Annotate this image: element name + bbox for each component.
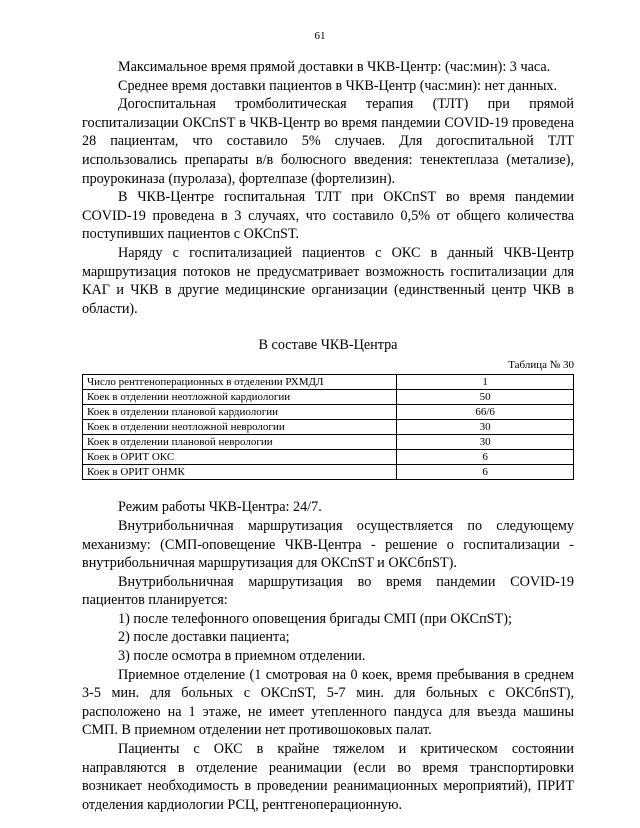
table-cell-value: 30 (397, 420, 574, 435)
paragraph-routing-covid: Внутрибольничная маршрутизация во время пандемии COVID-19 пациентов планируется: (82, 573, 574, 609)
table-cell-name: Коек в отделении неотложной кардиологии (83, 390, 397, 405)
paragraph-prehospital-tlt: Догоспитальная тромболитическая терапия (ТЛТ) при прямой госпитализации ОКСпST в ЧКВ-Центр во время пандемии COVID-19 проведена 28 пациентам, что составило 5% случаев. Для догоспитальной ТЛТ использовались препараты в/в болюсного введения: тенектеплаза (метализе), проурокиназа (пуролаза), фортелпазе (фортелизин). (82, 96, 574, 187)
table-row (83, 450, 574, 465)
page-number: 61 (314, 30, 326, 42)
paragraph-routing-mechanism: Внутрибольничная маршрутизация осуществляется по следующему механизму: (СМП-оповещение ЧКВ-Центра - решение о госпитализации - внутрибольничная маршрутизация для ОКСпST и ОКСбпST). (82, 517, 574, 572)
table-cell-name: Коек в отделении плановой неврологии (83, 435, 397, 450)
paragraph-routing: Наряду с госпитализацией пациентов с ОКС в данный ЧКВ-Центр маршрутизация потоков не предусматривает возможность госпитализации для КАГ и ЧКВ в другие медицинские организации (единственный центр ЧКВ в области). (82, 244, 574, 317)
table-cell-name: Коек в отделении плановой кардиологии (83, 405, 397, 420)
list-item: 3) после осмотра в приемном отделении. (118, 648, 366, 665)
list-item: 2) после доставки пациента; (118, 629, 290, 646)
table-cell-value: 30 (397, 435, 574, 450)
paragraph-hospital-tlt: В ЧКВ-Центре госпитальная ТЛТ при ОКСпST во время пандемии COVID-19 проведена в 3 случаях, что составило 0,5% от общего количества поступивших пациентов с ОКСпST. (82, 189, 574, 243)
list-item: 1) после телефонного оповещения бригады СМП (при ОКСпST); (118, 610, 512, 627)
paragraph-work-mode: Режим работы ЧКВ-Центра: 24/7. (118, 499, 322, 516)
table-cell-value: 6 (397, 450, 574, 465)
paragraph-admission-department: Приемное отделение (1 смотровая на 0 коек, время пребывания в среднем 3-5 мин. для больных с ОКСпST, 5-7 мин. для больных с ОКСбпST), расположено на 1 этаже, не имеет утепленного пандуса для въезда машины СМП. В приемном отделении нет противошоковых палат. (82, 666, 574, 739)
table-cell-value: 1 (397, 375, 574, 390)
paragraph-avg-delivery-time: Среднее время доставки пациентов в ЧКВ-Центр (час:мин): нет данных. (118, 77, 557, 94)
table-row (83, 420, 574, 435)
table-cell-name: Коек в отделении неотложной неврологии (83, 420, 397, 435)
table-cell-value: 66/6 (397, 405, 574, 420)
document-body (82, 58, 574, 814)
table-number: Таблица № 30 (508, 359, 574, 372)
table-row (83, 375, 574, 390)
paragraph-max-delivery-time: Максимальное время прямой доставки в ЧКВ-Центр: (час:мин): 3 часа. (118, 59, 551, 75)
paragraph-critical-patients: Пациенты с ОКС в крайне тяжелом и критическом состоянии направляются в отделение реанимации (если во время транспортировки возникает необходимость в проведении реанимационных мероприятий), ПРИТ отделения кардиологии РСЦ, рентгеноперационную. (82, 741, 574, 813)
table-cell-name: Коек в ОРИТ ОНМК (83, 465, 397, 480)
table-cell-name: Коек в ОРИТ ОКС (83, 450, 397, 465)
table-row (83, 405, 574, 420)
table-row (83, 435, 574, 450)
table-cell-name: Число рентгеноперационных в отделении РХМДЛ (83, 375, 397, 390)
table-row (83, 390, 574, 405)
table-cell-value: 50 (397, 390, 574, 405)
table-caption: В составе ЧКВ-Центра (258, 337, 398, 354)
ckv-center-table (82, 374, 574, 480)
table-cell-value: 6 (397, 465, 574, 480)
table-row (83, 465, 574, 480)
